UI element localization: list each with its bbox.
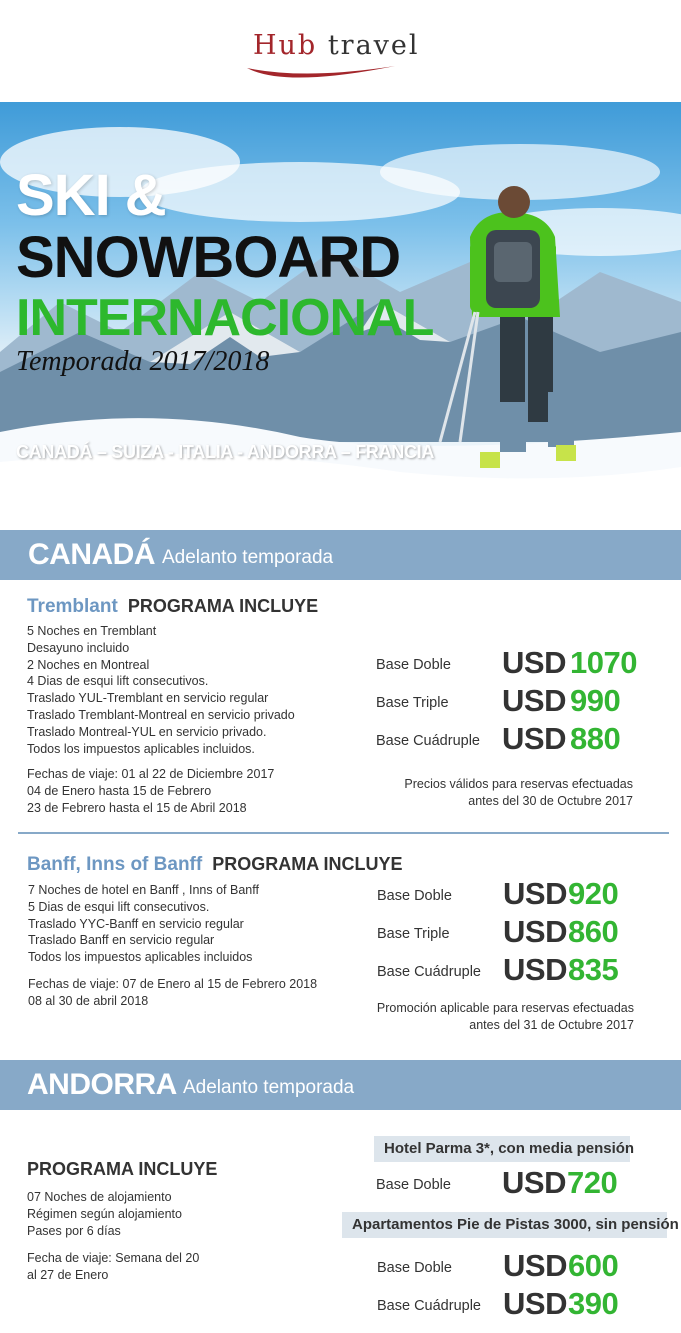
list-item: Pases por 6 días: [27, 1223, 121, 1238]
list-item: Todos los impuestos aplicables incluidos: [28, 950, 253, 965]
date-line: 23 de Febrero hasta el 15 de Abril 2018: [27, 800, 247, 815]
note-line: Promoción aplicable para reservas efectuadas: [376, 1001, 634, 1015]
date-line: Fecha de viaje: Semana del 20: [27, 1251, 200, 1265]
price-label: Base Cuádruple: [376, 733, 480, 749]
section-divider: [18, 832, 669, 834]
price-currency: USD: [503, 1286, 567, 1321]
list-item: Traslado Montreal-YUL en servicio privado.: [27, 724, 267, 739]
price-label: Base Cuádruple: [377, 1298, 481, 1314]
price-currency: USD: [503, 914, 567, 949]
hotel-name-parma: Hotel Parma 3*, con media pensión: [374, 1136, 630, 1162]
hero-title-line3: INTERNACIONAL: [16, 289, 434, 347]
list-item: 7 Noches de hotel en Banff , Inns of Banff: [28, 883, 259, 897]
program-includes-banff: [28, 882, 259, 966]
list-item: Traslado Banff en servicio regular: [28, 933, 215, 948]
travel-dates-andorra: [27, 1250, 199, 1284]
list-item: 4 Dias de esqui lift consecutivos.: [27, 674, 209, 689]
date-line: Fechas de viaje: 07 de Enero al 15 de Febrero 2018: [28, 977, 318, 991]
brand-part2: travel: [327, 30, 420, 61]
price-currency: USD: [503, 1248, 567, 1283]
note-line: antes del 31 de Octubre 2017: [469, 1018, 634, 1032]
list-item: Traslado YUL-Tremblant en servicio regular: [27, 691, 269, 706]
list-item: 5 Noches en Tremblant: [27, 624, 157, 638]
program-title-banff: [27, 854, 403, 876]
price-row: [377, 876, 667, 912]
program-includes-andorra: [27, 1189, 182, 1239]
price-row: [376, 683, 666, 719]
price-row: [377, 952, 667, 988]
date-line: 08 al 30 de abril 2018: [28, 993, 149, 1008]
price-amount: 835: [568, 952, 619, 987]
price-amount: 880: [570, 721, 621, 756]
date-line: al 27 de Enero: [27, 1267, 109, 1282]
travel-dates-banff: [28, 976, 317, 1010]
list-item: 5 Dias de esqui lift consecutivos.: [28, 899, 210, 914]
price-currency: USD: [502, 683, 566, 718]
price-amount: 860: [568, 914, 619, 949]
hero-title-line2: SNOWBOARD: [16, 225, 401, 290]
section-subtitle: Adelanto temporada: [162, 547, 334, 568]
date-line: 04 de Enero hasta 15 de Febrero: [27, 783, 212, 798]
brand-name: [253, 30, 420, 61]
program-title-tremblant: [27, 596, 318, 618]
price-row: [377, 1248, 667, 1284]
price-amount: 600: [568, 1248, 619, 1283]
program-heading: PROGRAMA INCLUYE: [127, 596, 319, 616]
section-header-canada: [0, 530, 681, 580]
price-currency: USD: [503, 876, 567, 911]
section-title: CANADÁ: [28, 538, 155, 571]
list-item: Régimen según alojamiento: [27, 1206, 182, 1221]
list-item: Traslado YYC-Banff en servicio regular: [28, 916, 244, 931]
price-amount: 990: [570, 683, 621, 718]
list-item: 07 Noches de alojamiento: [27, 1190, 172, 1204]
hero-title-line1: SKI &: [16, 163, 166, 228]
travel-dates-tremblant: [27, 766, 274, 816]
list-item: 2 Noches en Montreal: [27, 657, 150, 672]
price-amount: 1070: [570, 645, 637, 680]
price-currency: USD: [503, 952, 567, 987]
hero-countries: CANADÁ – SUIZA - ITALIA - ANDORRA – FRANCIA: [16, 442, 435, 462]
list-item: Desayuno incluido: [27, 640, 130, 655]
program-includes-tremblant: [27, 623, 295, 757]
price-label: Base Triple: [376, 695, 449, 711]
brand-logo: [245, 28, 445, 88]
program-title-andorra: [27, 1159, 217, 1180]
program-place: Banff, Inns of Banff: [27, 854, 203, 875]
program-heading: PROGRAMA INCLUYE: [212, 854, 403, 874]
note-line: antes del 30 de Octubre 2017: [468, 794, 633, 808]
price-label: Base Doble: [376, 657, 451, 673]
price-amount: 920: [568, 876, 619, 911]
price-label: Base Triple: [377, 926, 450, 942]
note-line: Precios válidos para reservas efectuadas: [404, 777, 633, 791]
price-amount: 720: [567, 1165, 618, 1200]
hero-season: Temporada 2017/2018: [16, 346, 270, 377]
logo-swoosh-icon: [245, 58, 445, 88]
price-amount: 390: [568, 1286, 619, 1321]
hero-banner: [0, 102, 681, 510]
price-currency: USD: [502, 721, 566, 756]
section-header-andorra: [0, 1060, 681, 1110]
section-title: ANDORRA: [27, 1068, 177, 1101]
price-row: [376, 645, 666, 681]
price-note-banff: [377, 1000, 634, 1034]
price-row: [376, 721, 666, 757]
brand-part1: Hub: [253, 30, 318, 61]
price-currency: USD: [502, 645, 566, 680]
price-label: Base Doble: [377, 1260, 452, 1276]
program-place: Tremblant: [27, 596, 118, 617]
price-row: [377, 1286, 667, 1322]
price-label: Base Doble: [376, 1177, 451, 1193]
list-item: Traslado Tremblant-Montreal en servicio privado: [27, 707, 295, 722]
price-currency: USD: [502, 1165, 566, 1200]
date-line: Fechas de viaje: 01 al 22 de Diciembre 2017: [27, 767, 275, 781]
price-row: [377, 914, 667, 950]
price-note-tremblant: [404, 776, 633, 810]
price-label: Base Cuádruple: [377, 964, 481, 980]
price-label: Base Doble: [377, 888, 452, 904]
section-subtitle: Adelanto temporada: [183, 1077, 355, 1098]
price-row: [376, 1165, 666, 1201]
hotel-name-apartamentos: Apartamentos Pie de Pistas 3000, sin pensión: [342, 1212, 667, 1238]
program-heading: PROGRAMA INCLUYE: [27, 1159, 218, 1179]
list-item: Todos los impuestos aplicables incluidos.: [27, 741, 255, 756]
